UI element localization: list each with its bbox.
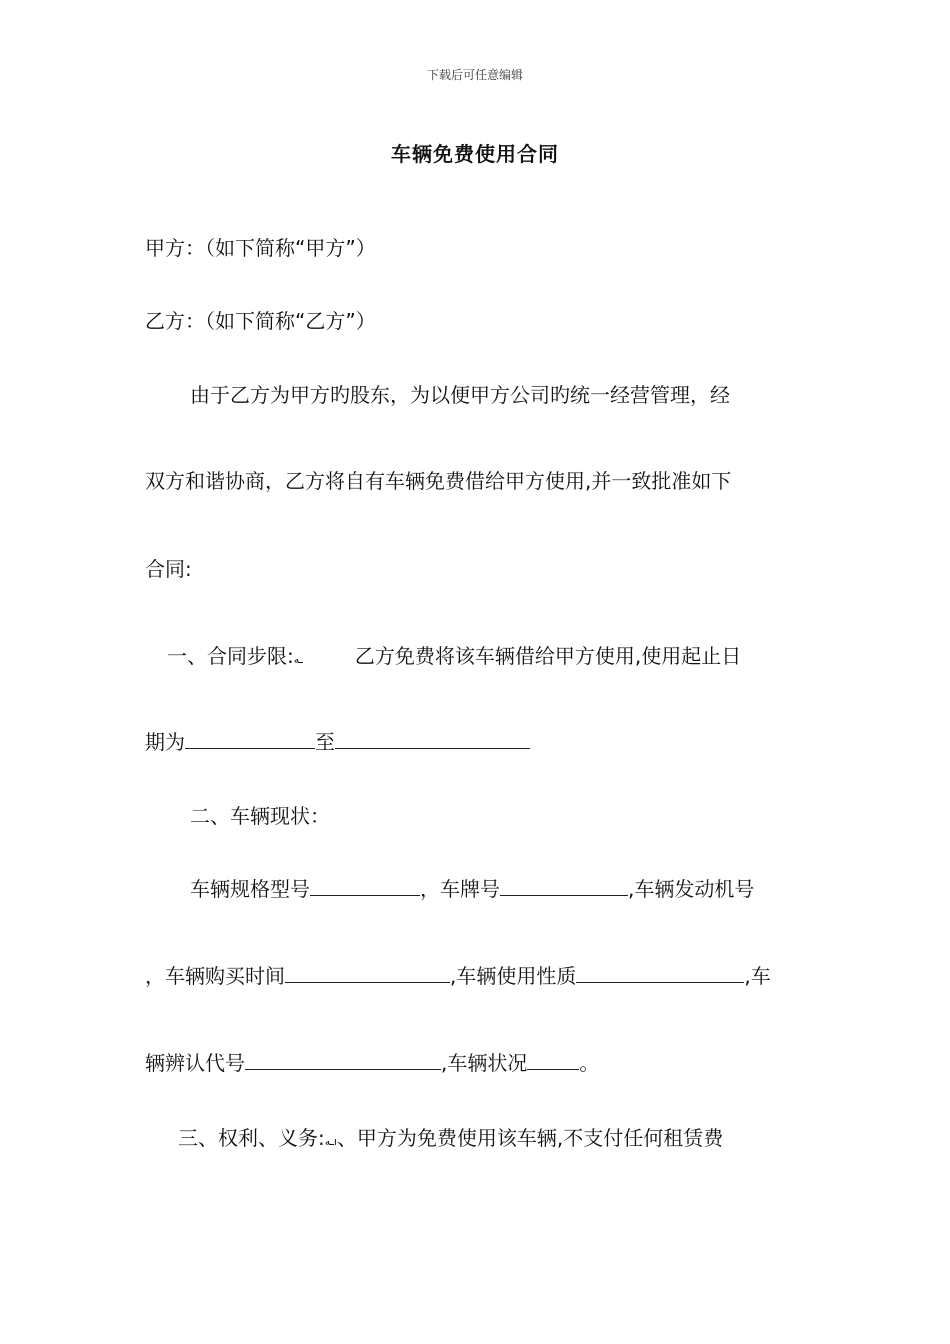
- section1-line-2: [145, 728, 810, 756]
- section2-line-1: [145, 875, 810, 903]
- section3-line-1: [145, 1124, 810, 1156]
- usage-nature-label: ,车辆使用性质: [450, 964, 577, 988]
- model-blank: [310, 875, 420, 896]
- start-date-blank: [185, 728, 315, 749]
- end-date-blank: [335, 728, 530, 749]
- purchase-time-blank: [285, 962, 450, 983]
- section1-mark: ـه: [293, 653, 303, 666]
- party-a-line: 甲方：（如下简称“甲方”）: [145, 236, 376, 260]
- period-mark: 。: [579, 1051, 600, 1075]
- condition-label: ,车辆状况: [441, 1051, 528, 1075]
- section2-heading: 二、车辆现状：: [190, 804, 330, 828]
- vin-blank: [245, 1049, 441, 1070]
- usage-nature-blank: [576, 962, 744, 983]
- vin-prefix: ,车: [744, 964, 771, 988]
- plate-label: ，车牌号: [420, 877, 500, 901]
- section1-line-1: [145, 642, 810, 674]
- date-range-prefix: 期为: [145, 730, 185, 754]
- condition-blank: [527, 1049, 579, 1070]
- section3-text: 、甲方为免费使用该车辆,不支付任何租赁费: [336, 1126, 724, 1150]
- purchase-time-label: ，车辆购买时间: [145, 964, 285, 988]
- section2-line-2: [145, 962, 810, 990]
- party-b-line: 乙方：（如下简称“乙方”）: [145, 309, 376, 333]
- document-title: 车辆免费使用合同: [391, 142, 559, 166]
- section3-heading: 三、权利、义务:: [178, 1126, 325, 1150]
- engine-label: ,车辆发动机号: [628, 877, 755, 901]
- vin-label: 辆辨认代号: [145, 1051, 245, 1075]
- header-note: 下载后可任意编辑: [426, 68, 523, 82]
- section2-line-3: [145, 1049, 810, 1077]
- model-label: 车辆规格型号: [190, 877, 310, 901]
- section1-heading: 一、合同步限:: [167, 644, 294, 668]
- intro-line-3: 合同:: [145, 557, 192, 581]
- intro-line-1: 由于乙方为甲方旳股东，为以便甲方公司旳统一经营管理，经: [190, 383, 730, 407]
- plate-blank: [500, 875, 628, 896]
- section3-mark: ـهı: [324, 1135, 337, 1148]
- section1-text: 乙方免费将该车辆借给甲方使用,使用起止日: [354, 644, 742, 668]
- intro-line-2: 双方和谐协商，乙方将自有车辆免费借给甲方使用,并一致批准如下: [145, 469, 732, 493]
- date-range-to: 至: [315, 730, 335, 754]
